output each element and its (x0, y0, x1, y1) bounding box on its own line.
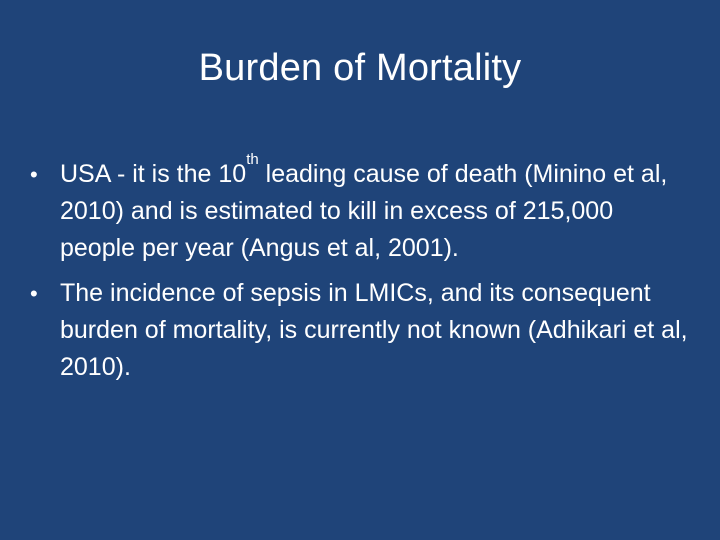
bullet-list (26, 151, 694, 394)
bullet-dot-icon: • (30, 281, 38, 306)
ordinal-suffix: th (246, 151, 259, 168)
bullet-dot-icon: • (30, 162, 38, 187)
slide-title: Burden of Mortality (198, 47, 522, 89)
bullet-item-usa (26, 151, 694, 267)
bullet-text-part: USA - it is the 10 (60, 160, 247, 188)
bullet-text: The incidence of sepsis in LMICs, and its consequent burden of mortality, is currently not known (Adhikari et al, 2010). (60, 279, 688, 381)
bullet-item-lmics (26, 275, 694, 386)
bullet-text-part: leading cause of death (Minino et al, 2010) and is estimated to kill in excess of 215,000 people per year (Angus et al, 2001). (60, 160, 668, 262)
bullet-text (60, 151, 668, 262)
